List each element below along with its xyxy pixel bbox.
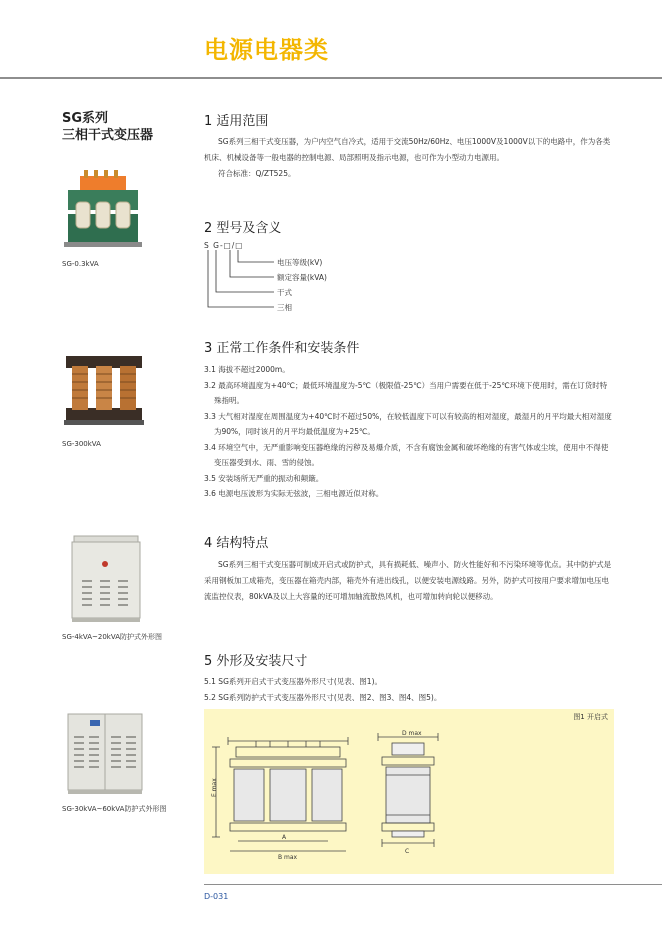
photo-caption: SG-300kVA [62, 440, 101, 448]
photo-caption: SG-30kVA~60kVA防护式外形图 [62, 805, 167, 813]
product-title [62, 110, 153, 144]
model-label-dry-type: 干式 [277, 288, 292, 297]
photo-protective-4-20kva [64, 528, 146, 626]
section-heading-structure: 4 结构特点 [204, 536, 269, 551]
conditions-list [204, 362, 614, 502]
scope-standard: 符合标准：Q/ZT525。 [218, 169, 296, 178]
photo-protective-30-60kva [62, 710, 148, 796]
section-heading-model: 2 型号及含义 [204, 221, 282, 236]
dimension-item: 5.2 SG系列防护式干式变压器外形尺寸(见表、图2、图3、图4、图5)。 [204, 692, 442, 702]
structure-body: SG系列三相干式变压器可制成开启式或防护式，具有损耗低、噪声小、防火性能好和不污染环境等优点。其中防护式是采用钢板加工成箱壳，变压器在箱壳内部，箱壳外有进出线孔，以便安装电源线路。另外，防护式可按用户要求增加电压电流监控仪表，80kVA及以上大容量的还可增加轴流散热风机，也可增加转向轮以便移动。 [204, 560, 612, 601]
footer-divider [204, 884, 662, 885]
scope-body: SG系列三相干式变压器，为户内空气自冷式，适用于交流50Hz/60Hz、电压1000V及1000V以下的电路中，作为各类机床、机械设备等一般电器的控制电源、局部照明及指示电源，也可作为小型动力电源用。 [204, 137, 611, 162]
section-heading-dimensions: 5 外形及安装尺寸 [204, 654, 308, 669]
section-title: 电源电器类 [204, 36, 329, 64]
condition-item: 3.3 大气相对湿度在周围温度为+40℃时不超过50%，在较低温度下可以有较高的相对湿度，最湿月的月平均最大相对湿度为90%，同时该月的月平均最低温度为+25℃。 [204, 411, 612, 436]
scope-paragraph [204, 134, 614, 182]
dim-a-label: A [282, 834, 287, 841]
product-title-line1: SG系列 [62, 111, 109, 126]
section-heading-scope: 1 适用范围 [204, 114, 269, 129]
model-label-three-phase: 三相 [277, 303, 292, 312]
product-title-line2: 三相干式变压器 [62, 128, 154, 143]
structure-paragraph [204, 557, 614, 605]
section-heading-conditions: 3 正常工作条件和安装条件 [204, 341, 360, 356]
model-code-diagram [204, 248, 284, 318]
condition-item: 3.2 最高环境温度为+40℃；最低环境温度为-5℃（极限值-25℃）当用户需要在低于-25℃环境下使用时，需在订货时特殊指明。 [204, 380, 608, 405]
figure-label: 图1 开启式 [573, 713, 608, 721]
dim-e-label: E max [211, 778, 218, 797]
dimension-item: 5.1 SG系列开启式干式变压器外形尺寸(见表、图1)。 [204, 677, 383, 686]
photo-sg-0-3kva [62, 162, 144, 250]
header-divider [0, 77, 662, 79]
model-label-capacity: 额定容量(kVA) [277, 273, 327, 282]
condition-item: 3.4 环境空气中，无严重影响变压器绝缘的污秽及易爆介质，不含有腐蚀金属和破坏绝缘的有害气体或尘埃，使用中不得使变压器受到水、雨、雪的侵蚀。 [204, 442, 609, 467]
side-view-drawing [372, 729, 452, 869]
dim-c-label: C [405, 848, 410, 855]
page-number: D-031 [204, 892, 229, 901]
front-view-drawing [208, 729, 368, 869]
condition-item: 3.6 电源电压波形为实际无弦波，三相电源近似对称。 [204, 489, 384, 498]
dim-b-label: B max [278, 854, 298, 861]
photo-caption: SG-0.3kVA [62, 260, 99, 268]
figure-1-open-type [204, 709, 614, 874]
dim-d-label: D max [402, 730, 422, 737]
condition-item: 3.5 安装场所无严重的振动和颠簸。 [204, 473, 324, 483]
model-code: S G-□/□ [204, 241, 244, 250]
photo-sg-300kva [62, 350, 146, 428]
model-label-voltage: 电压等级(kV) [277, 258, 323, 267]
condition-item: 3.1 海拔不超过2000m。 [204, 365, 290, 374]
photo-caption: SG-4kVA~20kVA防护式外形图 [62, 633, 162, 641]
dimensions-list [204, 674, 614, 705]
